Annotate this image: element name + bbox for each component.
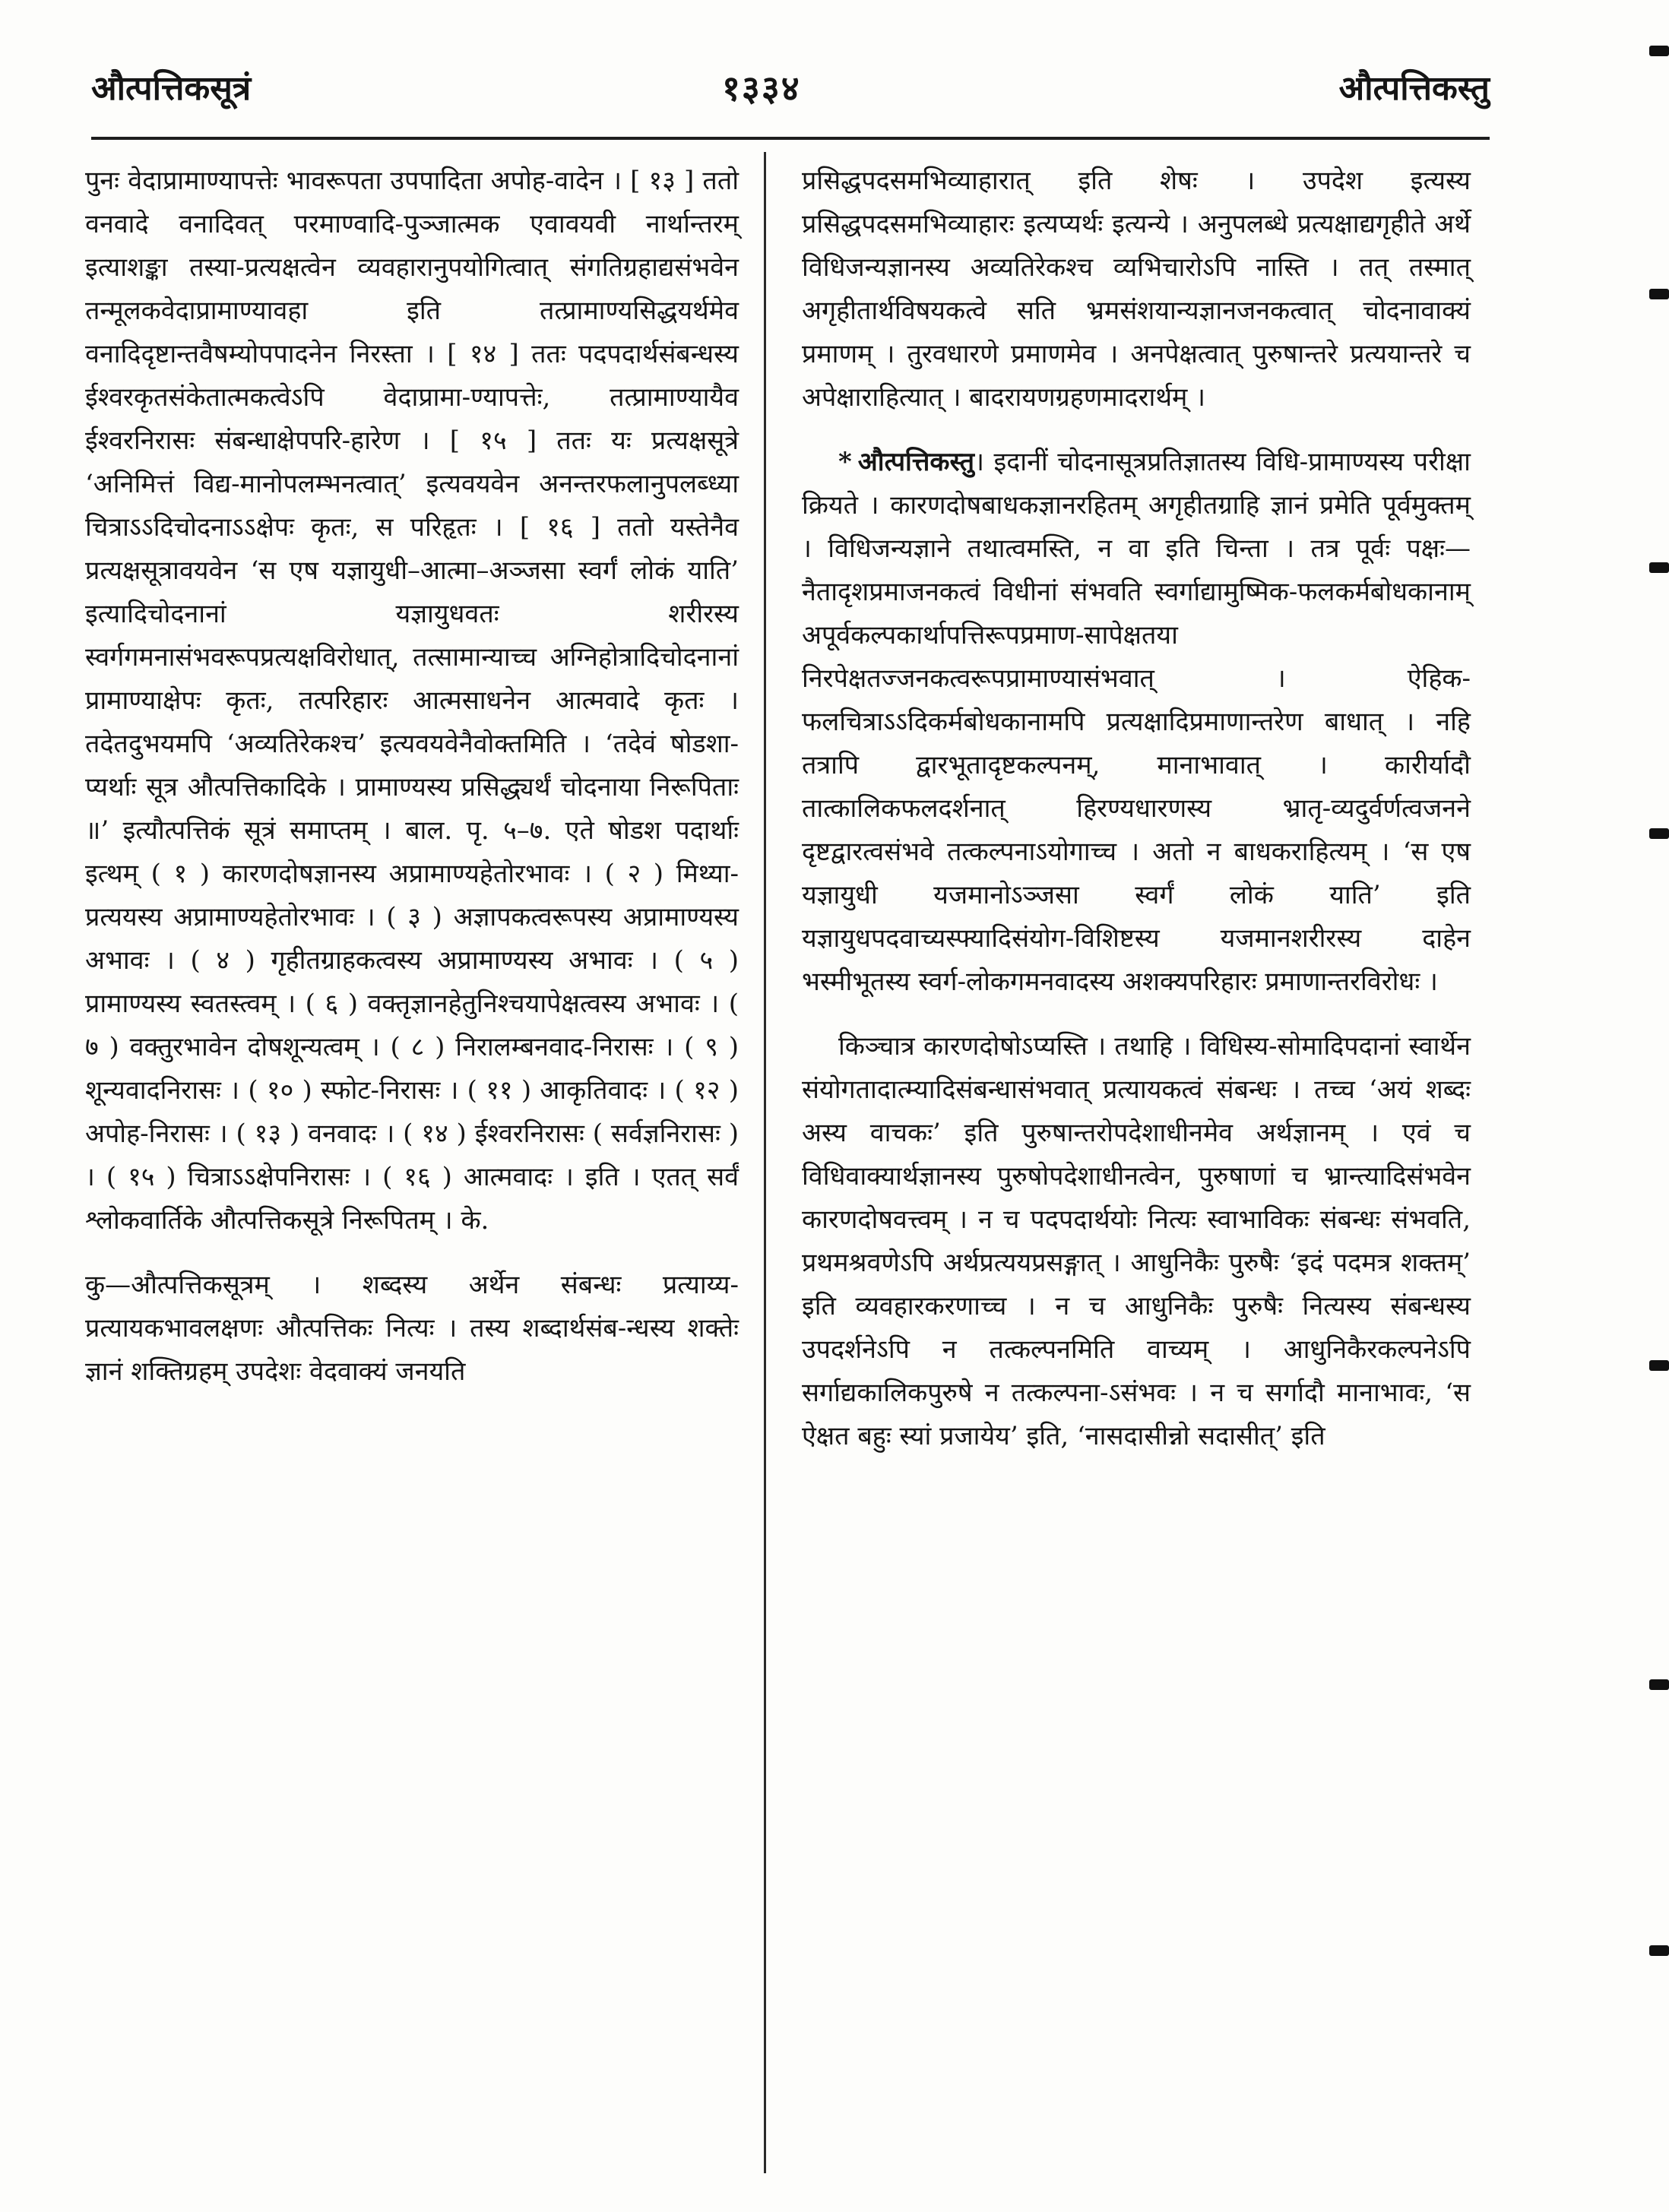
commentary-lead: औत्पत्तिकस्तु (857, 447, 975, 477)
footnote-asterisk: * (838, 447, 852, 477)
right-paragraph-1: प्रसिद्धपदसमभिव्याहारात् इति शेषः । उपदेश इत्यस्य प्रसिद्धपदसमभिव्याहारः इत्यप्यर्थः इत्यन्ये । अनुपलब्धे प्रत्यक्षाद्यगृहीते अर्थे विधिजन्यज्ञानस्य अव्यतिरेकश्च व्यभिचारोऽपि नास्ति । तत् तस्मात् अगृहीतार्थविषयकत्वे सति भ्रमसंशयान्यज्ञानजनकत्वात् चोदनावाक्यं प्रमाणम् । तुरवधारणे प्रमाणमेव । अनपेक्षत्वात् पुरुषान्तरे प्रत्ययान्तरे च अपेक्षाराहित्यात् । बादरायणग्रहणमादरार्थम् । (802, 166, 1471, 413)
left-column (85, 160, 739, 1400)
left-paragraph-2: कु—औत्पत्तिकसूत्रम् । शब्दस्य अर्थेन संबन्धः प्रत्याय्य-प्रत्यायकभावलक्षणः औत्पत्तिकः नित्यः । तस्य शब्दार्थसंब-न्धस्य शक्तेः ज्ञानं शक्तिग्रहम् उपदेशः वेदवाक्यं जनयति (85, 1270, 739, 1387)
scan-edge-mark (1649, 1360, 1669, 1371)
scan-edge-mark (1649, 828, 1669, 839)
right-paragraph-2-text: । इदानीं चोदनासूत्रप्रतिज्ञातस्य विधि-प्रामाण्यस्य परीक्षा क्रियते । कारणदोषबाधकज्ञानरहितम् अगृहीतग्राहि ज्ञानं प्रमेति पूर्वमुक्तम् । विधिजन्यज्ञाने तथात्वमस्ति, न वा इति चिन्ता । तत्र पूर्वः पक्षः— नैतादृशप्रमाजनकत्वं विधीनां संभवति स्वर्गाद्यामुष्मिक-फलकर्मबोधकानाम् अपूर्वकल्पकार्थापत्तिरूपप्रमाण-सापेक्षतया निरपेक्षतज्जनकत्वरूपप्रामाण्यासंभवात् । ऐहिक-फलचित्राऽऽदिकर्मबोधकानामपि प्रत्यक्षादिप्रमाणान्तरेण बाधात् । नहि तत्रापि द्वारभूतादृष्टकल्पनम्, मानाभावात् । कारीर्यादौ तात्कालिकफलदर्शनात् हिरण्यधारणस्य भ्रातृ-व्यदुर्वर्णत्वजनने दृष्टद्वारत्वसंभवे तत्कल्पनाऽयोगाच्च । अतो न बाधकराहित्यम् । ‘स एष यज्ञायुधी यजमानोऽञ्जसा स्वर्गं लोकं याति’ इति यज्ञायुधपदवाच्यस्फ्यादिसंयोग-विशिष्टस्य यजमानशरीरस्य दाहेन भस्मीभूतस्य स्वर्ग-लोकगमनवादस्य अशक्यपरिहारः प्रमाणान्तरविरोधः । (802, 447, 1471, 997)
running-head-left: औत्पत्तिकसूत्रं (91, 69, 252, 108)
right-paragraph-2 (802, 441, 1471, 1004)
scan-edge-mark (1649, 289, 1669, 299)
scan-edge-mark (1649, 1945, 1669, 1956)
page-header (91, 64, 1490, 132)
page-number: १३३४ (722, 68, 801, 109)
right-paragraph-3: किञ्चात्र कारणदोषोऽप्यस्ति । तथाहि । विधिस्य-सोमादिपदानां स्वार्थेन संयोगतादात्म्यादिसंबन्धासंभवात् प्रत्यायकत्वं संबन्धः । तच्च ‘अयं शब्दः अस्य वाचकः’ इति पुरुषान्तरोपदेशाधीनमेव अर्थज्ञानम् । एवं च विधिवाक्यार्थज्ञानस्य पुरुषोपदेशाधीनत्वेन, पुरुषाणां च भ्रान्त्यादिसंभवेन कारणदोषवत्त्वम् । न च पदपदार्थयोः नित्यः स्वाभाविकः संबन्धः संभवति, प्रथमश्रवणेऽपि अर्थप्रत्ययप्रसङ्गात् । आधुनिकैः पुरुषैः ‘इदं पदमत्र शक्तम्’ इति व्यवहारकरणाच्च । न च आधुनिकैः पुरुषैः नित्यस्य संबन्धस्य उपदर्शनेऽपि न तत्कल्पनमिति वाच्यम् । आधुनिकैरकल्पनेऽपि सर्गाद्यकालिकपुरुषे न तत्कल्पना-ऽसंभवः । न च सर्गादौ मानाभावः, ‘स ऐक्षत बहुः स्यां प्रजायेय’ इति, ‘नासदासीन्नो सदासीत्’ इति (802, 1031, 1471, 1451)
scan-edge-mark (1649, 46, 1669, 56)
right-column (802, 160, 1471, 1464)
scan-edge-mark (1649, 1679, 1669, 1690)
left-paragraph-1: पुनः वेदाप्रामाण्यापत्तेः भावरूपता उपपादिता अपोह-वादेन । [ १३ ] ततो वनवादे वनादिवत् परमाण्वादि-पुञ्जात्मक एवावयवी नार्थान्तरम् इत्याशङ्का तस्या-प्रत्यक्षत्वेन व्यवहारानुपयोगित्वात् संगतिग्रहाद्यसंभवेन तन्मूलकवेदाप्रामाण्यावहा इति तत्प्रामाण्यसिद्धयर्थमेव वनादिदृष्टान्तवैषम्योपपादनेन निरस्ता । [ १४ ] ततः पदपदार्थसंबन्धस्य ईश्वरकृतसंकेतात्मकत्वेऽपि वेदाप्रामा-ण्यापत्तेः, तत्प्रामाण्यायैव ईश्वरनिरासः संबन्धाक्षेपपरि-हारेण । [ १५ ] ततः यः प्रत्यक्षसूत्रे ‘अनिमित्तं विद्य-मानोपलम्भनत्वात्’ इत्यवयवेन अनन्तरफलानुपलब्ध्या चित्राऽऽदिचोदनाऽऽक्षेपः कृतः, स परिहृतः । [ १६ ] ततो यस्तेनैव प्रत्यक्षसूत्रावयवेन ‘स एष यज्ञायुधी–आत्मा–अञ्जसा स्वर्गं लोकं याति’ इत्यादिचोदनानां यज्ञायुधवतः शरीरस्य स्वर्गगमनासंभवरूपप्रत्यक्षविरोधात्, तत्सामान्याच्च अग्निहोत्रादिचोदनानां प्रामाण्याक्षेपः कृतः, तत्परिहारः आत्मसाधनेन आत्मवादे कृतः । तदेतदुभयमपि ‘अव्यतिरेकश्च’ इत्यवयवेनैवोक्तमिति । ‘तदेवं षोडशा-प्यर्थाः सूत्र औत्पत्तिकादिके । प्रामाण्यस्य प्रसिद्ध्यर्थं चोदनाया निरूपिताः ॥’ इत्यौत्पत्तिकं सूत्रं समाप्तम् । बाल. पृ. ५–७. एते षोडश पदार्थाः इत्थम् ( १ ) कारणदोषज्ञानस्य अप्रामाण्यहेतोरभावः । ( २ ) मिथ्या-प्रत्ययस्य अप्रामाण्यहेतोरभावः । ( ३ ) अज्ञापकत्वरूपस्य अप्रामाण्यस्य अभावः । ( ४ ) गृहीतग्राहकत्वस्य अप्रामाण्यस्य अभावः । ( ५ ) प्रामाण्यस्य स्वतस्त्वम् । ( ६ ) वक्तृज्ञानहेतुनिश्चयापेक्षत्वस्य अभावः । ( ७ ) वक्तुरभावेन दोषशून्यत्वम् । ( ८ ) निरालम्बनवाद-निरासः । ( ९ ) शून्यवादनिरासः । ( १० ) स्फोट-निरासः । ( ११ ) आकृतिवादः । ( १२ ) अपोह-निरासः । ( १३ ) वनवादः । ( १४ ) ईश्वरनिरासः ( सर्वज्ञनिरासः ) । ( १५ ) चित्राऽऽक्षेपनिरासः । ( १६ ) आत्मवादः । इति । एतत् सर्वं श्लोकवार्तिके औत्पत्तिकसूत्रे निरूपितम् । के. (85, 166, 739, 1236)
column-divider (764, 152, 766, 2173)
running-head-right: औत्पत्तिकस्तु (1338, 69, 1490, 108)
header-rule (91, 137, 1490, 140)
scan-edge-mark (1649, 562, 1669, 573)
